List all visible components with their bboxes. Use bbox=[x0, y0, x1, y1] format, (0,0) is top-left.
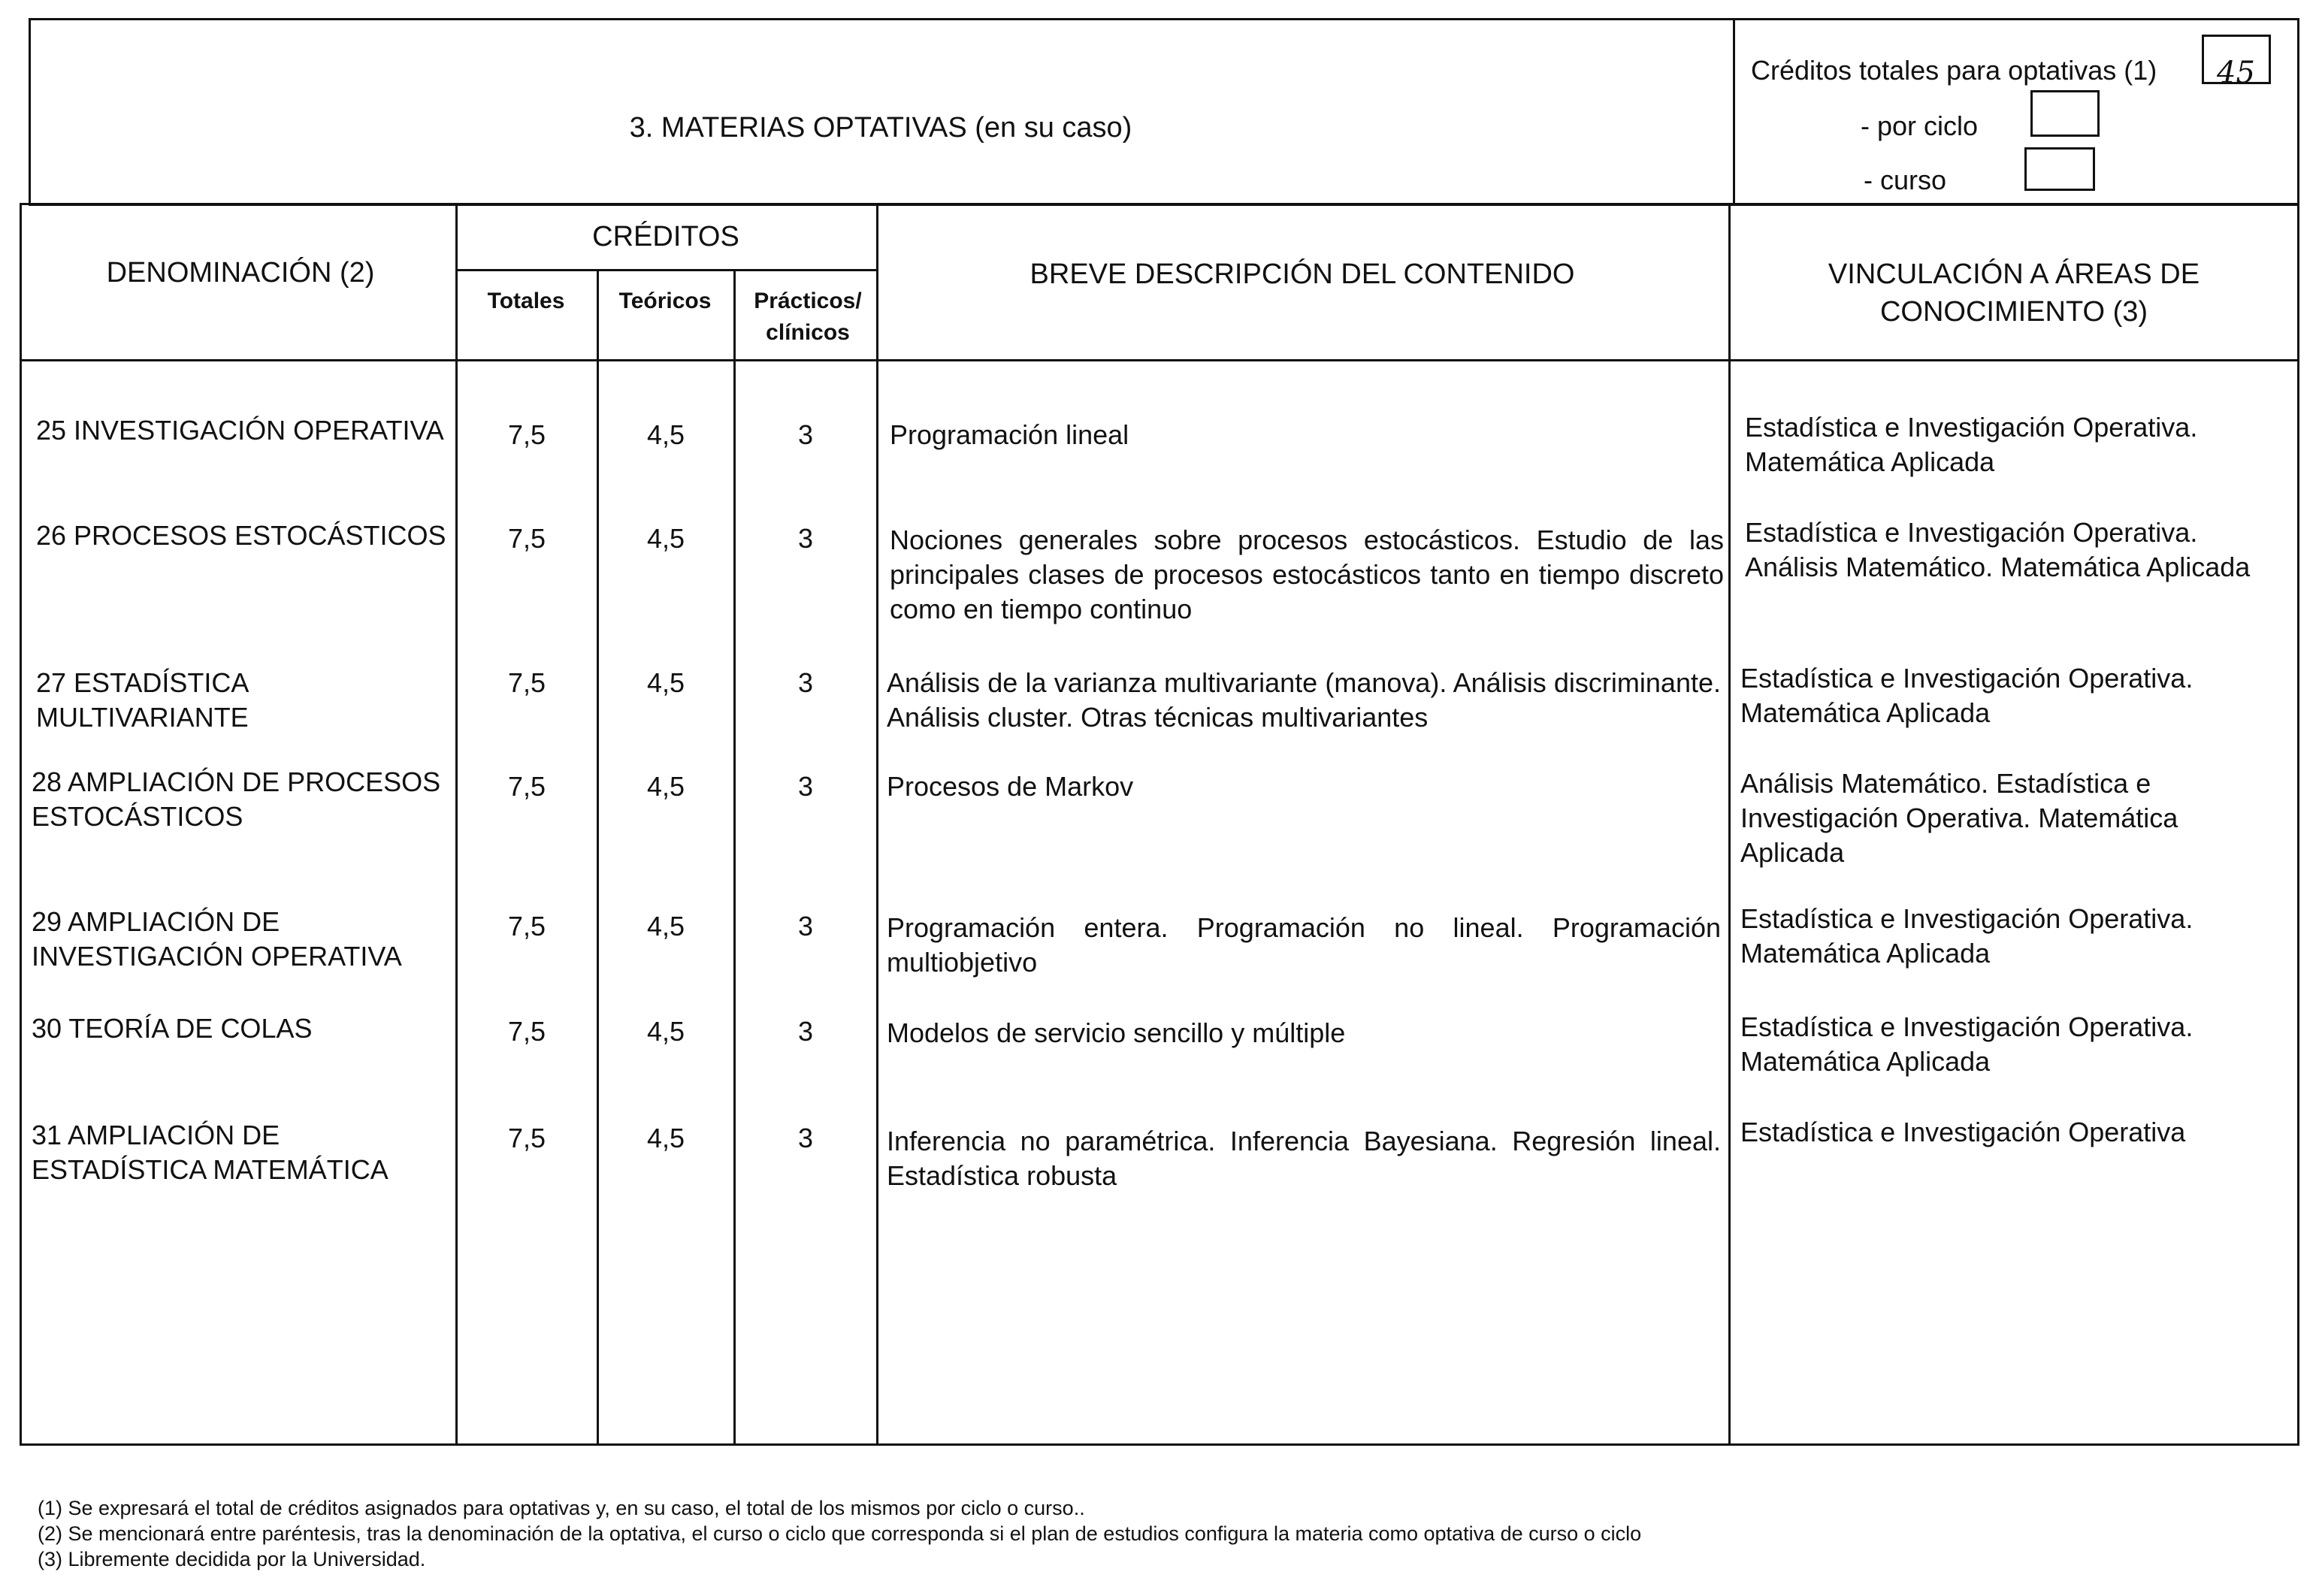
row-26-practicos: 3 bbox=[797, 523, 814, 554]
footnote-3: (3) Libremente decidida por la Universidad. bbox=[38, 1548, 426, 1570]
header-bottom-rule bbox=[20, 359, 2299, 361]
row-27-areas: Estadística e Investigación Operativa. Matemática Aplicada bbox=[1740, 663, 2194, 728]
row-29-teoricos: 4,5 bbox=[646, 911, 685, 942]
header-teoricos: Teóricos bbox=[618, 289, 712, 313]
header-divider bbox=[1733, 18, 1735, 206]
row-30-totales: 7,5 bbox=[507, 1016, 546, 1047]
row-30-descripcion: Modelos de servicio sencillo y múltiple bbox=[887, 1017, 1346, 1048]
row-27-teoricos: 4,5 bbox=[646, 667, 685, 698]
col-divider-denominacion bbox=[455, 203, 458, 1446]
header-totales: Totales bbox=[487, 289, 565, 313]
row-27-practicos: 3 bbox=[797, 667, 814, 698]
row-26-totales: 7,5 bbox=[507, 523, 546, 554]
total-credits-label: Créditos totales para optativas (1) bbox=[1751, 55, 2157, 86]
row-31-descripcion: Inferencia no paramétrica. Inferencia Bayesiana. Regresión lineal. Estadística robusta bbox=[887, 1126, 1721, 1191]
row-29-areas: Estadística e Investigación Operativa. Matemática Aplicada bbox=[1740, 903, 2194, 969]
per-course-box bbox=[2024, 147, 2095, 191]
total-credits-value: 45 bbox=[2217, 56, 2255, 90]
per-cycle-label: - por ciclo bbox=[1861, 110, 1979, 141]
row-28-practicos: 3 bbox=[797, 771, 814, 802]
footnote-1: (1) Se expresará el total de créditos asignados para optativas y, en su caso, el total de los mismos por ciclo o curso.. bbox=[38, 1497, 1085, 1519]
row-28-totales: 7,5 bbox=[507, 771, 546, 802]
row-27-totales: 7,5 bbox=[507, 667, 546, 698]
row-28-name: 28 AMPLIACIÓN DE PROCESOS ESTOCÁSTICOS bbox=[32, 766, 441, 832]
row-26-name: 26 PROCESOS ESTOCÁSTICOS bbox=[36, 520, 446, 551]
row-25-totales: 7,5 bbox=[507, 419, 546, 450]
row-26-areas: Estadística e Investigación Operativa. Análisis Matemático. Matemática Aplicada bbox=[1745, 517, 2251, 582]
row-31-teoricos: 4,5 bbox=[646, 1123, 685, 1153]
row-29-practicos: 3 bbox=[797, 911, 814, 942]
row-25-teoricos: 4,5 bbox=[646, 419, 685, 450]
row-31-practicos: 3 bbox=[797, 1123, 814, 1153]
row-25-practicos: 3 bbox=[797, 419, 814, 450]
row-25-name: 25 INVESTIGACIÓN OPERATIVA bbox=[36, 415, 444, 446]
row-25-areas: Estadística e Investigación Operativa. Matemática Aplicada bbox=[1745, 412, 2198, 477]
header-descripcion: BREVE DESCRIPCIÓN DEL CONTENIDO bbox=[1029, 258, 1575, 290]
header-vinculacion: VINCULACIÓN A ÁREAS DE CONOCIMIENTO (3) bbox=[1828, 258, 2200, 328]
row-26-descripcion: Nociones generales sobre procesos estocásticos. Estudio de las principales clases de procesos estocásticos tanto en tiempo discreto como en tiempo continuo bbox=[890, 524, 1724, 624]
row-31-totales: 7,5 bbox=[507, 1123, 546, 1153]
row-30-name: 30 TEORÍA DE COLAS bbox=[32, 1013, 313, 1044]
section-title: 3. MATERIAS OPTATIVAS (en su caso) bbox=[629, 112, 1132, 144]
row-25-descripcion: Programación lineal bbox=[890, 419, 1129, 450]
row-29-descripcion: Programación entera. Programación no lineal. Programación multiobjetivo bbox=[887, 912, 1721, 978]
row-29-name: 29 AMPLIACIÓN DE INVESTIGACIÓN OPERATIVA bbox=[32, 906, 402, 972]
row-30-teoricos: 4,5 bbox=[646, 1016, 685, 1047]
per-cycle-box bbox=[2030, 90, 2100, 137]
row-30-areas: Estadística e Investigación Operativa. Matemática Aplicada bbox=[1740, 1011, 2194, 1077]
header-creditos: CRÉDITOS bbox=[592, 221, 739, 252]
row-27-name: 27 ESTADÍSTICA MULTIVARIANTE bbox=[36, 667, 249, 733]
row-29-totales: 7,5 bbox=[507, 911, 546, 942]
creditos-subheader-rule bbox=[455, 269, 876, 271]
row-31-name: 31 AMPLIACIÓN DE ESTADÍSTICA MATEMÁTICA bbox=[32, 1120, 389, 1185]
header-denominacion: DENOMINACIÓN (2) bbox=[106, 257, 375, 289]
row-30-practicos: 3 bbox=[797, 1016, 814, 1047]
footnote-2: (2) Se mencionará entre paréntesis, tras la denominación de la optativa, el curso o ciclo que corresponda si el plan de estudios configura la materia como optativa de curso o ciclo bbox=[38, 1522, 1642, 1545]
header-practicos: Prácticos/ clínicos bbox=[754, 289, 862, 345]
row-28-areas: Análisis Matemático. Estadística e Investigación Operativa. Matemática Aplicada bbox=[1740, 768, 2178, 868]
row-27-descripcion: Análisis de la varianza multivariante (manova). Análisis discriminante. Análisis cluster. Otras técnicas multivariantes bbox=[887, 667, 1721, 733]
per-course-label: - curso bbox=[1864, 165, 1947, 195]
row-28-descripcion: Procesos de Markov bbox=[887, 771, 1134, 802]
col-divider-creditos bbox=[876, 203, 878, 1446]
col-divider-descripcion bbox=[1728, 203, 1731, 1446]
row-26-teoricos: 4,5 bbox=[646, 523, 685, 554]
row-31-areas: Estadística e Investigación Operativa bbox=[1740, 1117, 2186, 1147]
row-28-teoricos: 4,5 bbox=[646, 771, 685, 802]
